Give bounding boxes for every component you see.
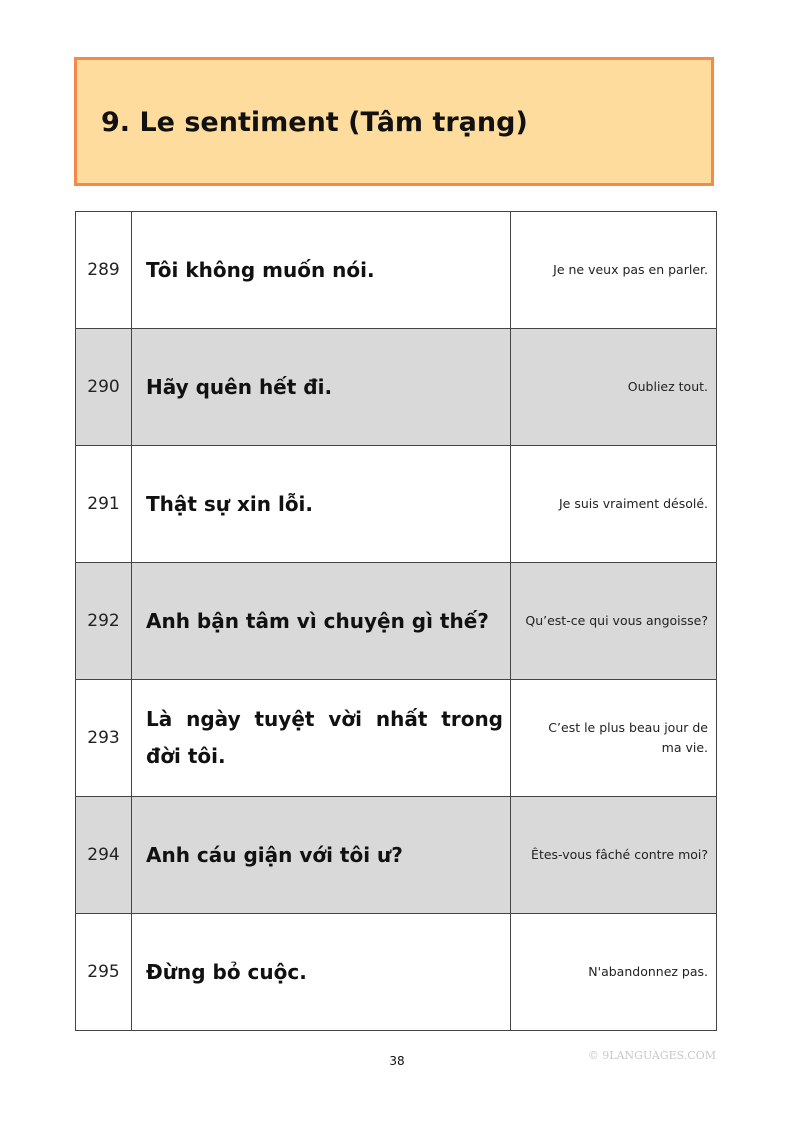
french-translation: Êtes-vous fâché contre moi? — [511, 797, 717, 914]
vietnamese-phrase: Anh cáu giận với tôi ư? — [132, 797, 511, 914]
phrase-number: 289 — [76, 212, 132, 329]
phrase-number: 291 — [76, 446, 132, 563]
vietnamese-phrase: Đừng bỏ cuộc. — [132, 914, 511, 1031]
table-row — [76, 914, 717, 1031]
vietnamese-phrase: Hãy quên hết đi. — [132, 329, 511, 446]
vietnamese-phrase: Tôi không muốn nói. — [132, 212, 511, 329]
french-translation: Qu’est-ce qui vous angoisse? — [511, 563, 717, 680]
table-row — [76, 212, 717, 329]
table-row — [76, 446, 717, 563]
french-translation: Je suis vraiment désolé. — [511, 446, 717, 563]
vietnamese-phrase: Thật sự xin lỗi. — [132, 446, 511, 563]
table-row — [76, 680, 717, 797]
section-title: 9. Le sentiment (Tâm trạng) — [101, 107, 528, 138]
french-translation: N'abandonnez pas. — [511, 914, 717, 1031]
section-title-box — [74, 57, 714, 186]
french-translation: Je ne veux pas en parler. — [511, 212, 717, 329]
phrase-number: 293 — [76, 680, 132, 797]
table-row — [76, 329, 717, 446]
phrase-number: 290 — [76, 329, 132, 446]
page-number: 38 — [389, 1054, 405, 1068]
phrase-number: 294 — [76, 797, 132, 914]
table-row — [76, 563, 717, 680]
copyright-watermark: © 9LANGUAGES.COM — [587, 1049, 716, 1062]
vietnamese-phrase: Anh bận tâm vì chuyện gì thế? — [132, 563, 511, 680]
vietnamese-phrase: Là ngày tuyệt vời nhất trong đời tôi. — [132, 680, 511, 797]
french-translation: C’est le plus beau jour de ma vie. — [511, 680, 717, 797]
phrase-number: 295 — [76, 914, 132, 1031]
phrase-table — [75, 211, 717, 1031]
french-translation: Oubliez tout. — [511, 329, 717, 446]
phrase-number: 292 — [76, 563, 132, 680]
table-row — [76, 797, 717, 914]
